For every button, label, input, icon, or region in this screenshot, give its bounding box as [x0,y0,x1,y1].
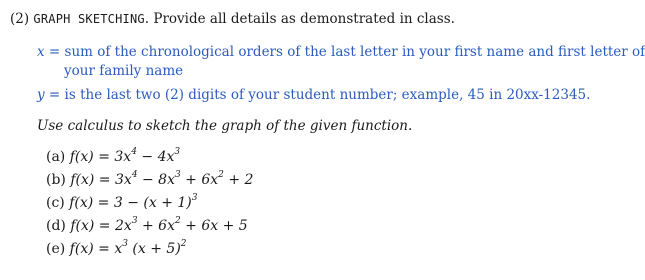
definition-x-line1: sum of the chronological orders of the last letter in your first name and first letter of [64,44,645,60]
definition-y-eq: = [44,87,65,103]
equals-sign: = [93,241,115,257]
problem-number: (2) [10,11,30,27]
function-expression: $x^3$ $(x + 5)^2$ [114,239,187,257]
definition-y-var: y [37,87,45,103]
problem-title: GRAPH SKETCHING [33,12,145,26]
function-name: f(x) [70,218,95,234]
definition-x [37,44,645,60]
function-expression: $3x^4 - 4x^3$ [114,147,181,165]
calculus-instruction: Use calculus to sketch the graph of the given function. [37,118,413,134]
function-item-label: (a) [46,149,70,165]
function-expression: $2x^3 + 6x^2 + 6x + 5$ [115,216,248,234]
function-item [46,149,180,165]
function-name: f(x) [70,172,95,188]
definition-x-continued [64,63,183,79]
function-item-label: (b) [46,172,71,188]
function-expression: $3 - (x + 1)^3$ [113,193,198,211]
function-item-label: (e) [46,241,70,257]
function-item-label: (d) [46,218,71,234]
function-name: f(x) [69,241,94,257]
function-name: f(x) [69,195,94,211]
problem-instruction: . Provide all details as demonstrated in class. [144,11,455,27]
equals-sign: = [94,218,115,234]
equals-sign: = [93,195,114,211]
function-item [46,218,248,234]
function-item [46,195,198,211]
definition-x-eq: = [44,44,65,60]
function-name: f(x) [69,149,94,165]
function-item [46,172,253,188]
definition-x-line2: your family name [64,63,184,79]
function-expression: $3x^4 - 8x^3 + 6x^2 + 2$ [115,170,254,188]
definition-y-text: is the last two (2) digits of your student number; example, 45 in 20xx-12345. [64,87,591,103]
problem-heading [10,11,455,27]
definition-y [37,87,590,103]
function-item [46,241,187,257]
function-item-label: (c) [46,195,70,211]
definition-x-var: x [37,44,45,60]
equals-sign: = [94,172,115,188]
equals-sign: = [93,149,115,165]
